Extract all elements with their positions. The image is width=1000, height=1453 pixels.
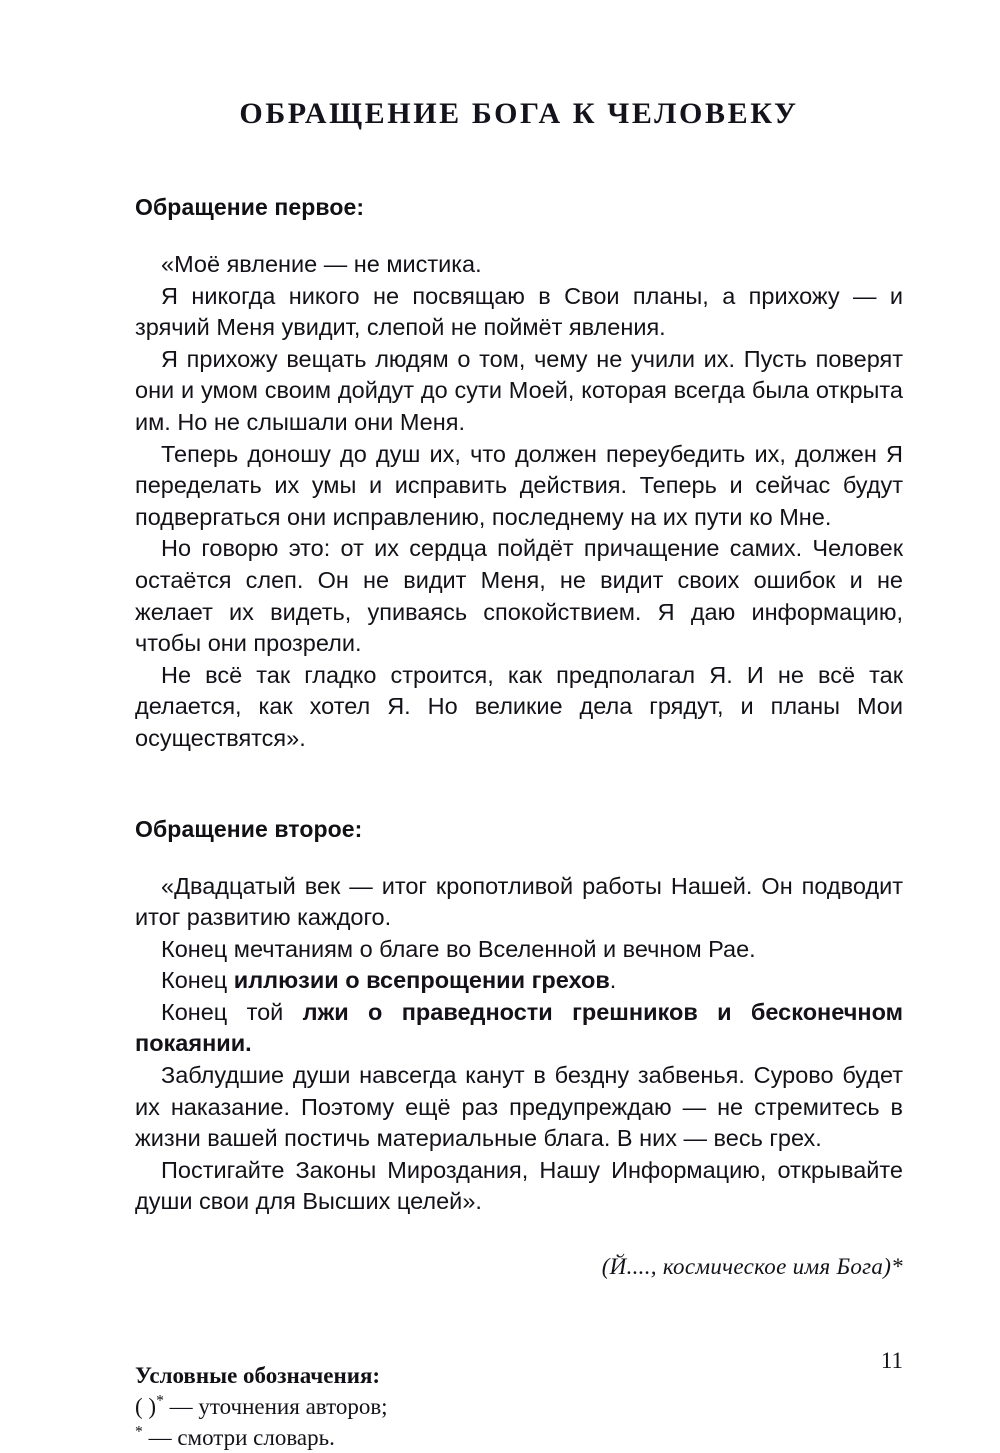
page-number: 11 [880,1348,903,1373]
page-content [135,0,903,1453]
section-body-first [135,249,903,755]
legend-item [135,1422,903,1453]
paragraph-text-bold: лжи о праведности грешников и бесконечном покаянии. [135,998,903,1057]
page-title: ОБРАЩЕНИЕ БОГА К ЧЕЛОВЕКУ [239,97,799,130]
signature-line: (Й...., космическое имя Бога)* [601,1254,903,1280]
legend-title: Условные обозначения: [135,1363,381,1389]
legend-text: — смотри словарь. [142,1425,335,1451]
paragraph-with-emphasis [135,965,903,997]
paragraph-text-bold: иллюзии о всепрощении грехов [233,967,610,994]
legend-block [135,1360,903,1453]
paragraph-text-plain: Конец [161,967,234,994]
paragraph: Постигайте Законы Мироздания, Нашу Информацию, открывайте души свои для Высших целей». [135,1156,903,1215]
paragraph: Заблудшие души навсегда канут в бездну забвенья. Сурово будет их наказание. Поэтому ещё раз предупреждаю — не стремитесь в жизни вашей постичь материальные блага. В них — весь грех. [135,1062,903,1152]
legend-marker-asterisk: * [135,1423,143,1441]
legend-text: — уточнения авторов; [163,1394,388,1420]
paragraph: Конец мечтаниям о благе во Вселенной и вечном Рае. [161,935,756,962]
legend-marker-asterisk: * [156,1392,164,1410]
section-heading-first: Обращение первое: [135,194,365,220]
paragraph-with-emphasis [135,997,903,1060]
paragraph: Теперь доношу до душ их, что должен переубедить их, должен Я переделать их умы и исправить действия. Теперь и сейчас будут подвергаться они исправлению, последнему на их пути ко Мне. [135,440,903,530]
paragraph: Я никогда никого не посвящаю в Свои планы, а прихожу — и зрячий Меня увидит, слепой не поймёт явления. [135,282,903,341]
paragraph: Но говорю это: от их сердца пойдёт причащение самих. Человек остаётся слеп. Он не видит Меня, не видит своих ошибок и не желает их видеть, упиваясь спокойствием. Я даю информацию, чтобы они прозрели. [135,535,903,657]
paragraph: Я прихожу вещать людям о том, чему не учили их. Пусть поверят они и умом своим дойдут до сути Моей, которая всегда была открыта им. Но не слышали они Меня. [135,345,903,435]
section-body-second [135,871,903,1219]
paragraph: Не всё так гладко строится, как предполагал Я. И не всё так делается, как хотел Я. Но великие дела грядут, и планы Мои осуществятся». [135,661,903,751]
paragraph: «Моё явление — не мистика. [161,251,482,277]
legend-item [135,1391,903,1422]
paragraph-text-tail: . [609,967,617,994]
paragraph: «Двадцатый век — итог кропотливой работы Нашей. Он подводит итог развитию каждого. [135,872,903,931]
legend-symbol: ( ) [135,1394,157,1420]
paragraph-text-plain: Конец той [161,998,303,1025]
section-heading-second: Обращение второе: [135,815,363,842]
